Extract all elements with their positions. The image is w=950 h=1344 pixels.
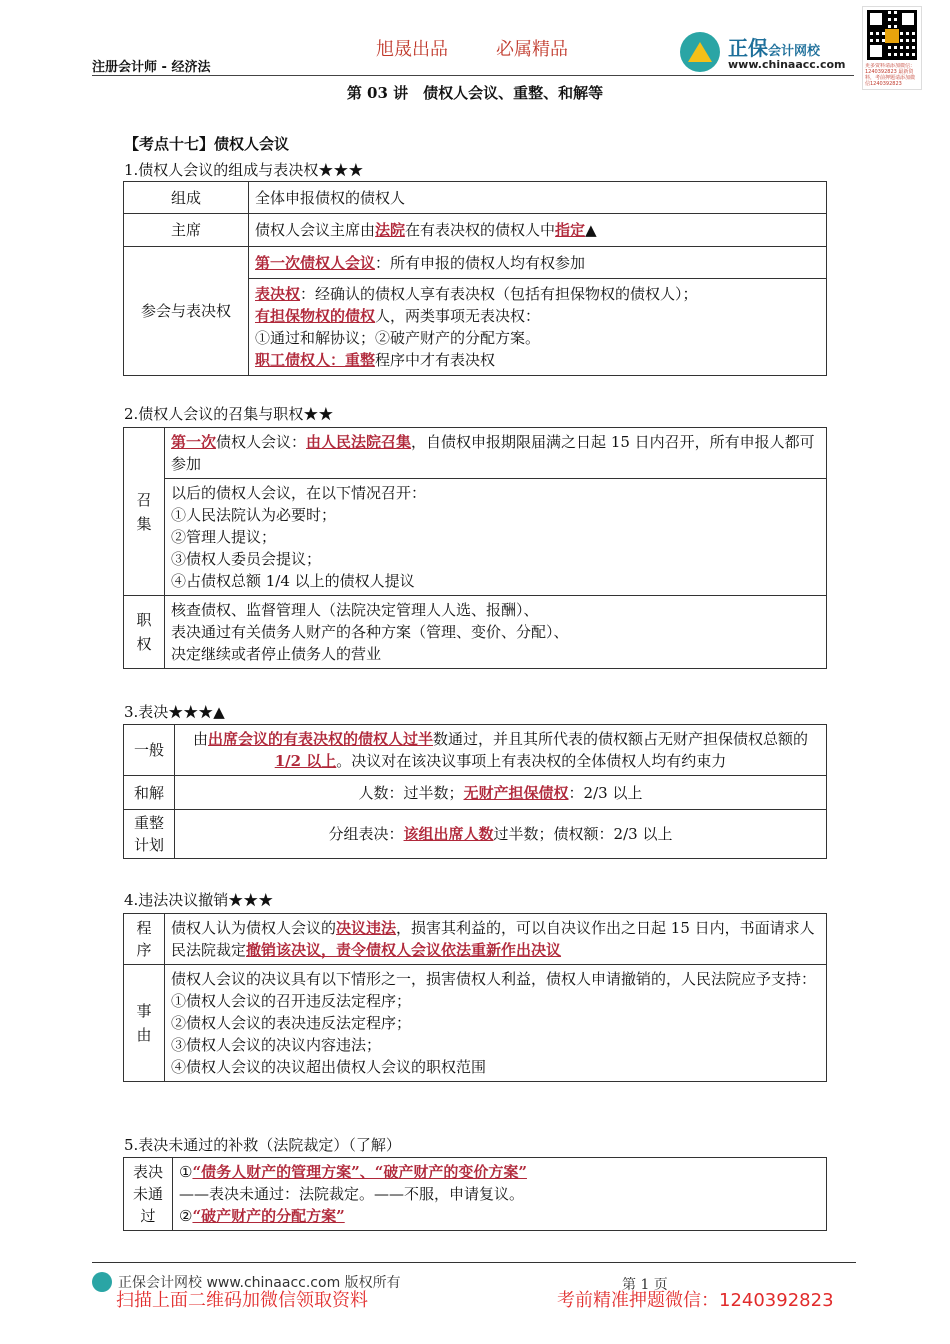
s1-label-composition: 组成 — [124, 182, 249, 214]
s3-label-settlement: 和解 — [124, 776, 175, 810]
chinaacc-logo[interactable] — [678, 30, 856, 76]
lecture-title: 第 03 讲 债权人会议、重整、和解等 — [346, 84, 604, 102]
section-1-table — [123, 181, 827, 376]
footer-logo-icon — [92, 1272, 112, 1292]
s1-voting-rights: 表决权：经确认的债权人享有表决权（包括有担保物权的债权人）； 有担保物权的债权人，两类事项无表决权： ①通过和解协议；②破产财产的分配方案。 职工债权人：重整程序中才有表决权 — [249, 279, 827, 376]
logo-brand: 正保会计网校 — [728, 36, 821, 60]
section-5-table — [123, 1157, 827, 1231]
header-brand-left: 旭晟出品 — [376, 39, 448, 60]
s5-label-failed: 表决未通过 — [124, 1158, 173, 1231]
s1-chair-text: 债权人会议主席由法院在有表决权的债权人中指定▲ — [249, 214, 827, 247]
s4-label-grounds: 事由 — [124, 965, 165, 1082]
qr-code[interactable] — [862, 6, 922, 90]
qr-caption: 更多资料请添加微信：1240392823 最新资料，考前押题请添加微信1240392823 — [865, 63, 916, 87]
s5-remedy-text: ①“债务人财产的管理方案”、“破产财产的变价方案” ——表决未通过：法院裁定。——不服，申请复议。 ②“破产财产的分配方案” — [173, 1158, 827, 1231]
page-number: 第 1 页 — [622, 1277, 668, 1293]
s2-first-meeting: 第一次债权人会议：由人民法院召集，自债权申报期限届满之日起 15 日内召开，所有申报人都可参加 — [165, 428, 827, 479]
logo-mark-icon — [680, 32, 720, 72]
s3-label-reorg: 重整计划 — [124, 810, 175, 859]
s2-label-powers: 职权 — [124, 596, 165, 669]
s2-powers-text: 核查债权、监督管理人（法院决定管理人人选、报酬）、 表决通过有关债务人财产的各种方案（管理、变价、分配）、 决定继续或者停止债务人的营业 — [165, 596, 827, 669]
s3-general-text: 由出席会议的有表决权的债权人过半数通过，并且其所代表的债权额占无财产担保债权总额的1/2 以上。决议对在该决议事项上有表决权的全体债权人均有约束力 — [175, 725, 827, 776]
subject-label: 注册会计师 - 经济法 — [92, 60, 211, 75]
s4-procedure-text: 债权人认为债权人会议的决议违法，损害其利益的，可以自决议作出之日起 15 日内，书面请求人民法院裁定撤销该决议，责令债权人会议依法重新作出决议 — [165, 914, 827, 965]
header-brand-right: 必属精品 — [496, 39, 568, 60]
s2-later-meetings: 以后的债权人会议，在以下情况召开： ①人民法院认为必要时； ②管理人提议； ③债权人委员会提议； ④占债权总额 1/4 以上的债权人提议 — [165, 479, 827, 596]
s4-grounds-text: 债权人会议的决议具有以下情形之一，损害债权人利益，债权人申请撤销的，人民法院应予支持： ①债权人会议的召开违反法定程序； ②债权人会议的表决违反法定程序； ③债权人会议的决议内容违法； ④债权人会议的决议超出债权人会议的职权范围 — [165, 965, 827, 1082]
section-5-title: 5.表决未通过的补救（法院裁定）（了解） — [124, 1136, 401, 1154]
promo-wechat: 考前精准押题微信：1240392823 — [557, 1290, 834, 1311]
footer-copyright: 正保会计网校 www.chinaacc.com 版权所有 — [118, 1275, 401, 1291]
s2-label-convene: 召集 — [124, 428, 165, 596]
s1-first-meeting: 第一次债权人会议：所有申报的债权人均有权参加 — [249, 247, 827, 279]
section-3-table — [123, 724, 827, 859]
section-1-title: 1.债权人会议的组成与表决权★★★ — [124, 161, 364, 179]
s1-composition-text: 全体申报债权的债权人 — [249, 182, 827, 214]
qr-badge-icon — [885, 29, 899, 43]
section-3-title: 3.表决★★★▲ — [124, 703, 225, 721]
s3-settlement-text: 人数：过半数；无财产担保债权：2/3 以上 — [175, 776, 827, 810]
footer-divider — [92, 1262, 856, 1263]
point-heading: 【考点十七】债权人会议 — [124, 135, 290, 153]
section-2-title: 2.债权人会议的召集与职权★★ — [124, 405, 334, 423]
s4-label-procedure: 程序 — [124, 914, 165, 965]
section-4-title: 4.违法决议撤销★★★ — [124, 891, 274, 909]
s1-label-chair: 主席 — [124, 214, 249, 247]
s3-label-general: 一般 — [124, 725, 175, 776]
section-4-table — [123, 913, 827, 1082]
s1-label-voting: 参会与表决权 — [124, 247, 249, 376]
promo-scan-qr: 扫描上面二维码加微信领取资料 — [116, 1290, 368, 1311]
s3-reorg-text: 分组表决：该组出席人数过半数；债权额：2/3 以上 — [175, 810, 827, 859]
logo-url: www.chinaacc.com — [728, 58, 846, 71]
section-2-table — [123, 427, 827, 669]
